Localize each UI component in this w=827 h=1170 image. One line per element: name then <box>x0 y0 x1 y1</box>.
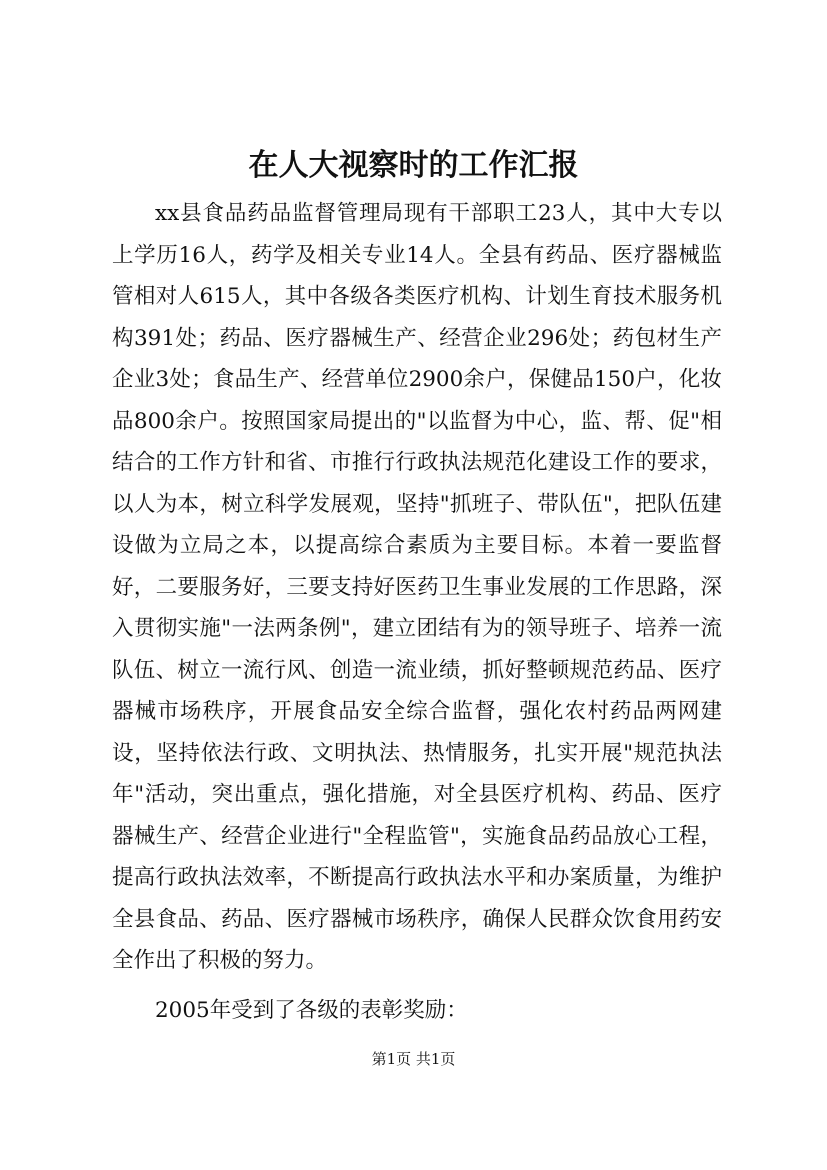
page-footer <box>0 1048 827 1070</box>
body-paragraph-2: 2005年受到了各级的表彰奖励： <box>155 997 468 1023</box>
page-indicator: 第1页 共1页 <box>371 1050 456 1068</box>
document-title: 在人大视察时的工作汇报 <box>248 148 579 183</box>
body-paragraph-1: xx县食品药品监督管理局现有干部职工23人，其中大专以上学历16人，药学及相关专业14人。全县有药品、医疗器械监管相对人615人，其中各级各类医疗机构、计划生育技术服务机构391处；药品、医疗器械生产、经营企业296处；药包材生产企业3处；食品生产、经营单位2900余户，保健品150户，化妆品800余户。按照国家局提出的"以监督为中心，监、帮、促"相结合的工作方针和省、市推行行政执法规范化建设工作的要求，以人为本，树立科学发展观，坚持"抓班子、带队伍"，把队伍建设做为立局之本，以提高综合素质为主要目标。本着一要监督好，二要服务好，三要支持好医药卫生事业发展的工作思路，深入贯彻实施"一法两条例"，建立团结有为的领导班子、培养一流队伍、树立一流行风、创造一流业绩，抓好整顿规范药品、医疗器械市场秩序，开展食品安全综合监督，强化农村药品两网建设，坚持依法行政、文明执法、热情服务，扎实开展"规范执法年"活动，突出重点，强化措施，对全县医疗机构、药品、医疗器械生产、经营企业进行"全程监管"，实施食品药品放心工程，提高行政执法效率，不断提高行政执法水平和办案质量，为维护全县食品、药品、医疗器械市场秩序，确保人民群众饮食用药安全作出了积极的努力。 <box>112 201 722 973</box>
document-body <box>112 193 722 1031</box>
